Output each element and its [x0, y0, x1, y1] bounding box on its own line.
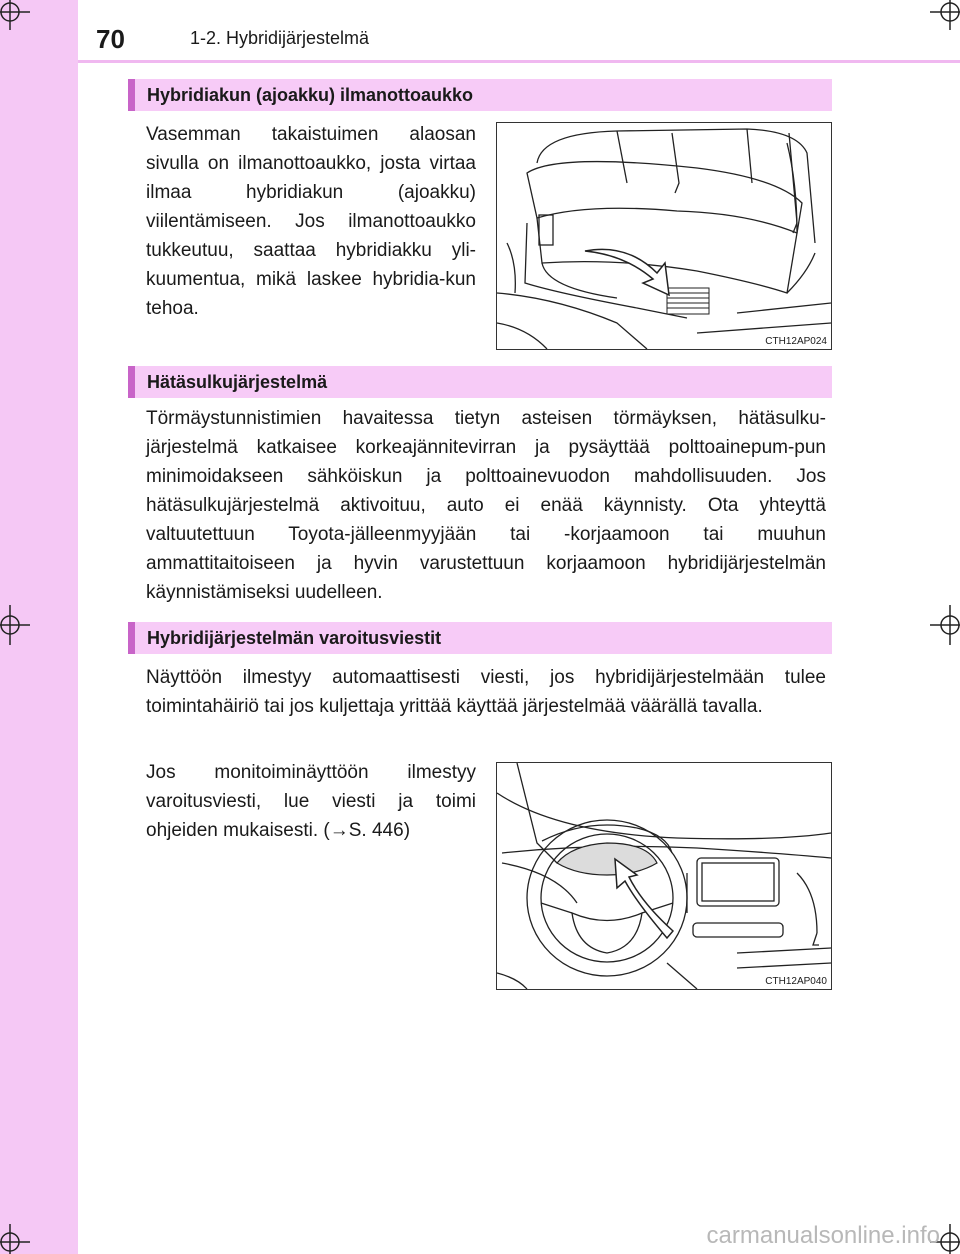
section-heading-label: Hätäsulkujärjestelmä [147, 372, 328, 392]
page-number: 70 [96, 24, 125, 54]
chapter-title: 1-2. Hybridijärjestelmä [190, 28, 370, 48]
figure-code: CTH12AP024 [765, 336, 827, 347]
crop-mark-mid-right [920, 600, 960, 650]
section-heading-label: Hybridijärjestelmän varoitusviestit [147, 628, 442, 648]
figure-instrument-panel [496, 762, 832, 990]
rear-seat-illustration [497, 123, 831, 349]
crop-mark-top-right [920, 0, 960, 40]
section-text-warning-instructions: Jos monitoiminäyttöön ilmestyy varoitusviesti, lue viesti ja toimi ohjeiden mukaisesti. (→S. 446) [146, 762, 476, 841]
dashboard-illustration [497, 763, 831, 989]
section-text-warning-intro: Näyttöön ilmestyy automaattisesti viesti, jos hybridijärjestelmään tulee toimintahäiriö tai jos kuljettaja yrittää käyttää järjestelmää väärällä tavalla. [146, 667, 826, 717]
crop-mark-bottom-left [0, 1214, 40, 1254]
crop-mark-top-left [0, 0, 40, 40]
watermark: carmanualsonline.info [706, 1222, 940, 1249]
crop-mark-mid-left [0, 600, 40, 650]
header-divider [78, 60, 960, 63]
section-text-emergency-shutoff: Törmäystunnistimien havaitessa tietyn asteisen törmäyksen, hätäsulku-järjestelmä katkaisee korkeajännitevirran ja pysäyttää polttoainepum-pun minimoidakseen sähköiskun ja polttoainevuodon mahdollisuuden. Jos hätäsulkujärjestelmä aktivoituu, auto ei enää käynnisty. Ota yhteyttä valtuutettuun Toyota-jälleenmyyjään tai -korjaamoon tai muuhun ammattitaitoiseen ja hyvin varustettuun korjaamoon hybridijärjestelmän käynnistämiseksi uudelleen. [146, 408, 826, 603]
section-text-air-intake: Vasemman takaistuimen alaosan sivulla on ilmanottoaukko, josta virtaa ilmaa hybridiakun (ajoakku) viilentämiseen. Jos ilmanottoaukko tukkeutuu, saattaa hybridiakku yli-kuumentua, mikä laskee hybridia-kun tehoa. [146, 124, 476, 319]
section-heading-warning-messages [128, 622, 832, 654]
section-heading-label: Hybridiakun (ajoakku) ilmanottoaukko [147, 85, 474, 105]
section-heading-emergency-shutoff [128, 366, 832, 398]
section-heading-air-intake [128, 79, 832, 111]
figure-code: CTH12AP040 [765, 976, 827, 987]
figure-rear-seat-air-intake [496, 122, 832, 350]
